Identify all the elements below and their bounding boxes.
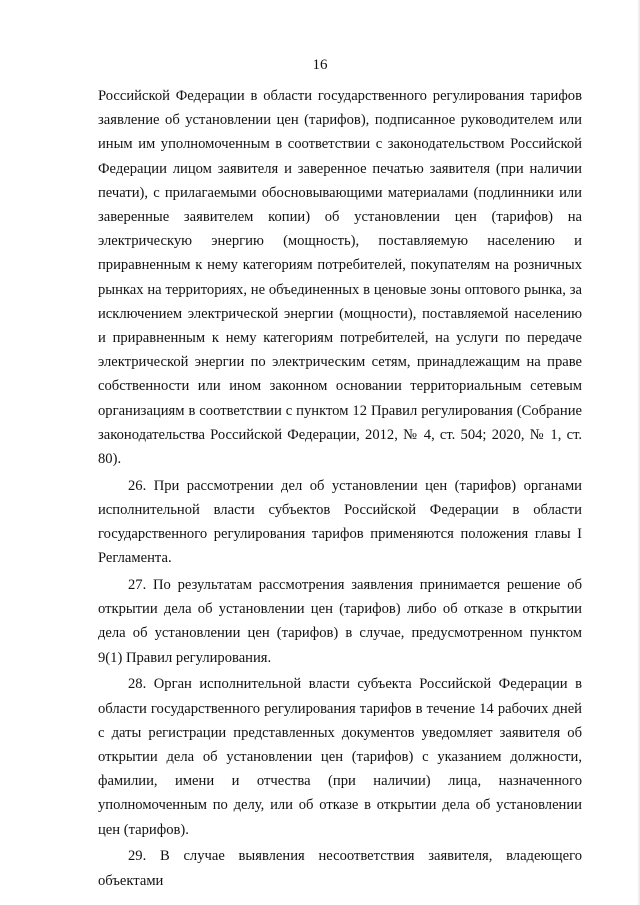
- paragraph-continuation: Российской Федерации в области государственного регулирования тарифов заявление об установлении цен (тарифов), подписанное руководителем или иным им уполномоченным в соответствии с законодательством Российской Федерации лицом заявителя и заверенное печатью заявителя (при наличии печати), с прилагаемыми обосновывающими материалами (подлинники или заверенные заявителем копии) об установлении цен (тарифов) на электрическую энергию (мощность), поставляемую населению и приравненным к нему категориям потребителей, покупателям на розничных рынках на территориях, не объединенных в ценовые зоны оптового рынка, за исключением электрической энергии (мощности), поставляемой населению и приравненным к нему категориям потребителей, на услуги по передаче электрической энергии по электрическим сетям, принадлежащим на праве собственности или ином законном основании территориальным сетевым организациям в соответствии с пунктом 12 Правил регулирования (Собрание законодательства Российской Федерации, 2012, № 4, ст. 504; 2020, № 1, ст. 80).: [98, 88, 582, 468]
- document-body: [98, 84, 582, 895]
- page-number: 16: [312, 57, 328, 73]
- paragraph-29: 29. В случае выявления несоответствия заявителя, владеющего объектами: [98, 848, 582, 889]
- paragraph-26: 26. При рассмотрении дел об установлении цен (тарифов) органами исполнительной власти субъектов Российской Федерации в области государственного регулирования тарифов применяются положения главы I Регламента.: [98, 477, 582, 567]
- paragraph-28: 28. Орган исполнительной власти субъекта Российской Федерации в области государственного регулирования тарифов в течение 14 рабочих дней с даты регистрации представленных документов уведомляет заявителя об открытии дела об установлении цен (тарифов) с указанием должности, фамилии, имени и отчества (при наличии) лица, назначенного уполномоченным по делу, или об отказе в открытии дела об установлении цен (тарифов).: [98, 676, 582, 838]
- paragraph-27: 27. По результатам рассмотрения заявления принимается решение об открытии дела об установлении цен (тарифов) либо об отказе в открытии дела об установлении цен (тарифов) в случае, предусмотренном пунктом 9(1) Правил регулирования.: [98, 577, 582, 666]
